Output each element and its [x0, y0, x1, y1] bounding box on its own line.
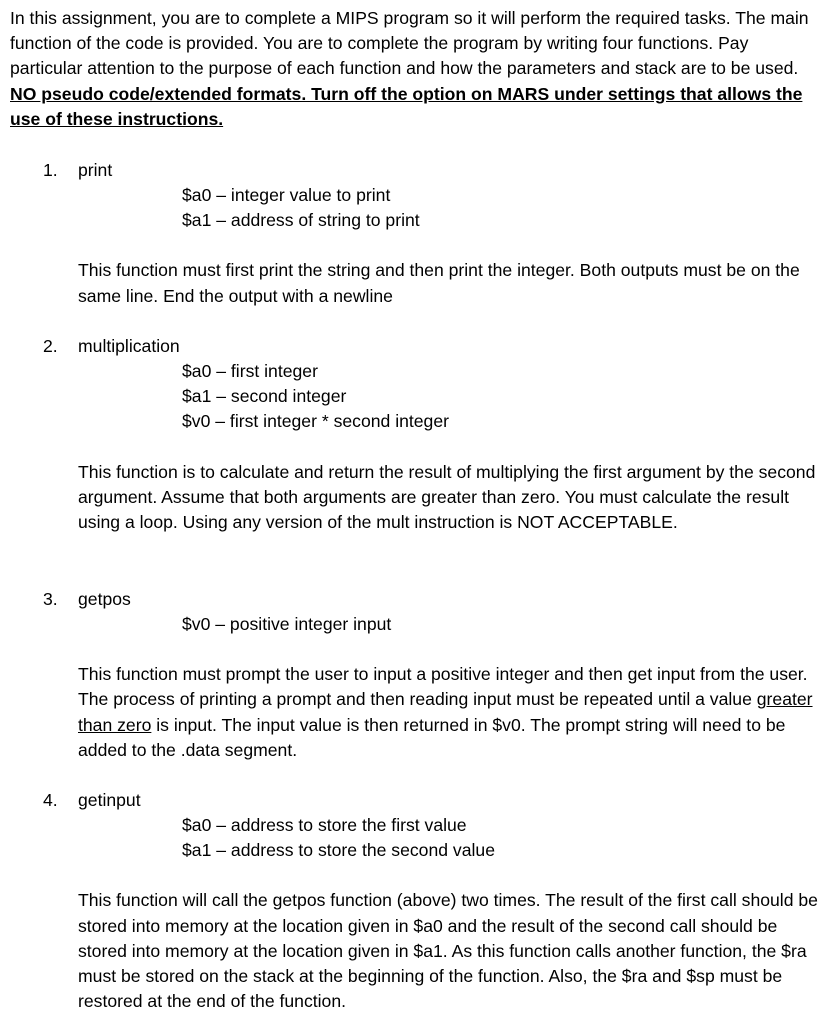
param-list: [182, 359, 833, 435]
param-line: $v0 – first integer * second integer: [182, 411, 449, 432]
param-list: [182, 183, 833, 233]
intro-warning: NO pseudo code/extended formats. Turn off the option on MARS under settings that allows the use of these instructions.: [10, 83, 803, 129]
function-description: This function will call the getpos function (above) two times. The result of the first call should be stored into memory at the location given in $a0 and the result of the second call should be stored into memory at the location given in $a1. As this function calls another function, the $ra must be stored on the stack at the beginning of the function. Also, the $ra and $sp must be restored at the end of the function.: [78, 890, 818, 1012]
param-line: $v0 – positive integer input: [182, 614, 392, 634]
function-name: getpos: [78, 589, 131, 609]
function-name: print: [78, 160, 113, 180]
param-list: [182, 612, 833, 637]
description-part: This function must prompt the user to input a positive integer and then get input from the user. The process of printing a prompt and then reading input must be repeated until a value: [78, 664, 808, 710]
function-description: This function is to calculate and return the result of multiplying the first argument by the second argument. Assume that both arguments are greater than zero. You must calculate the result using a loop. Using any version of the mult instruction is NOT ACCEPTABLE.: [78, 461, 816, 532]
param-list: [182, 813, 833, 863]
function-item-getinput: [0, 788, 833, 1014]
function-description: [78, 662, 821, 763]
item-number: 1.: [43, 160, 58, 180]
item-number: 4.: [43, 790, 58, 810]
item-number: 3.: [43, 589, 58, 609]
intro-paragraph: [10, 6, 819, 132]
param-line: $a1 – address of string to print: [182, 210, 420, 231]
param-line: $a1 – second integer: [182, 386, 347, 407]
param-line: $a0 – integer value to print: [182, 185, 391, 205]
description-part: is input. The input value is then returned in $v0. The prompt string will need to be added to the .data segment.: [78, 714, 786, 760]
item-number: 2.: [43, 336, 58, 356]
param-line: $a0 – address to store the first value: [182, 815, 467, 835]
function-item-print: [0, 158, 833, 309]
function-item-getpos: [0, 587, 833, 763]
function-name: multiplication: [78, 336, 180, 356]
param-line: $a0 – first integer: [182, 361, 318, 381]
intro-text: In this assignment, you are to complete a MIPS program so it will perform the required tasks. The main function of the code is provided. You are to complete the program by writing four functions. Pay particular attention to the purpose of each function and how the parameters and stack are to be used.: [10, 8, 809, 79]
param-line: $a1 – address to store the second value: [182, 840, 495, 861]
function-item-multiplication: [0, 334, 833, 535]
function-name: getinput: [78, 790, 141, 810]
function-description: This function must first print the string and then print the integer. Both outputs must be on the same line. End the output with a newline: [78, 260, 800, 306]
description-emphasis: greater than zero: [78, 689, 813, 735]
